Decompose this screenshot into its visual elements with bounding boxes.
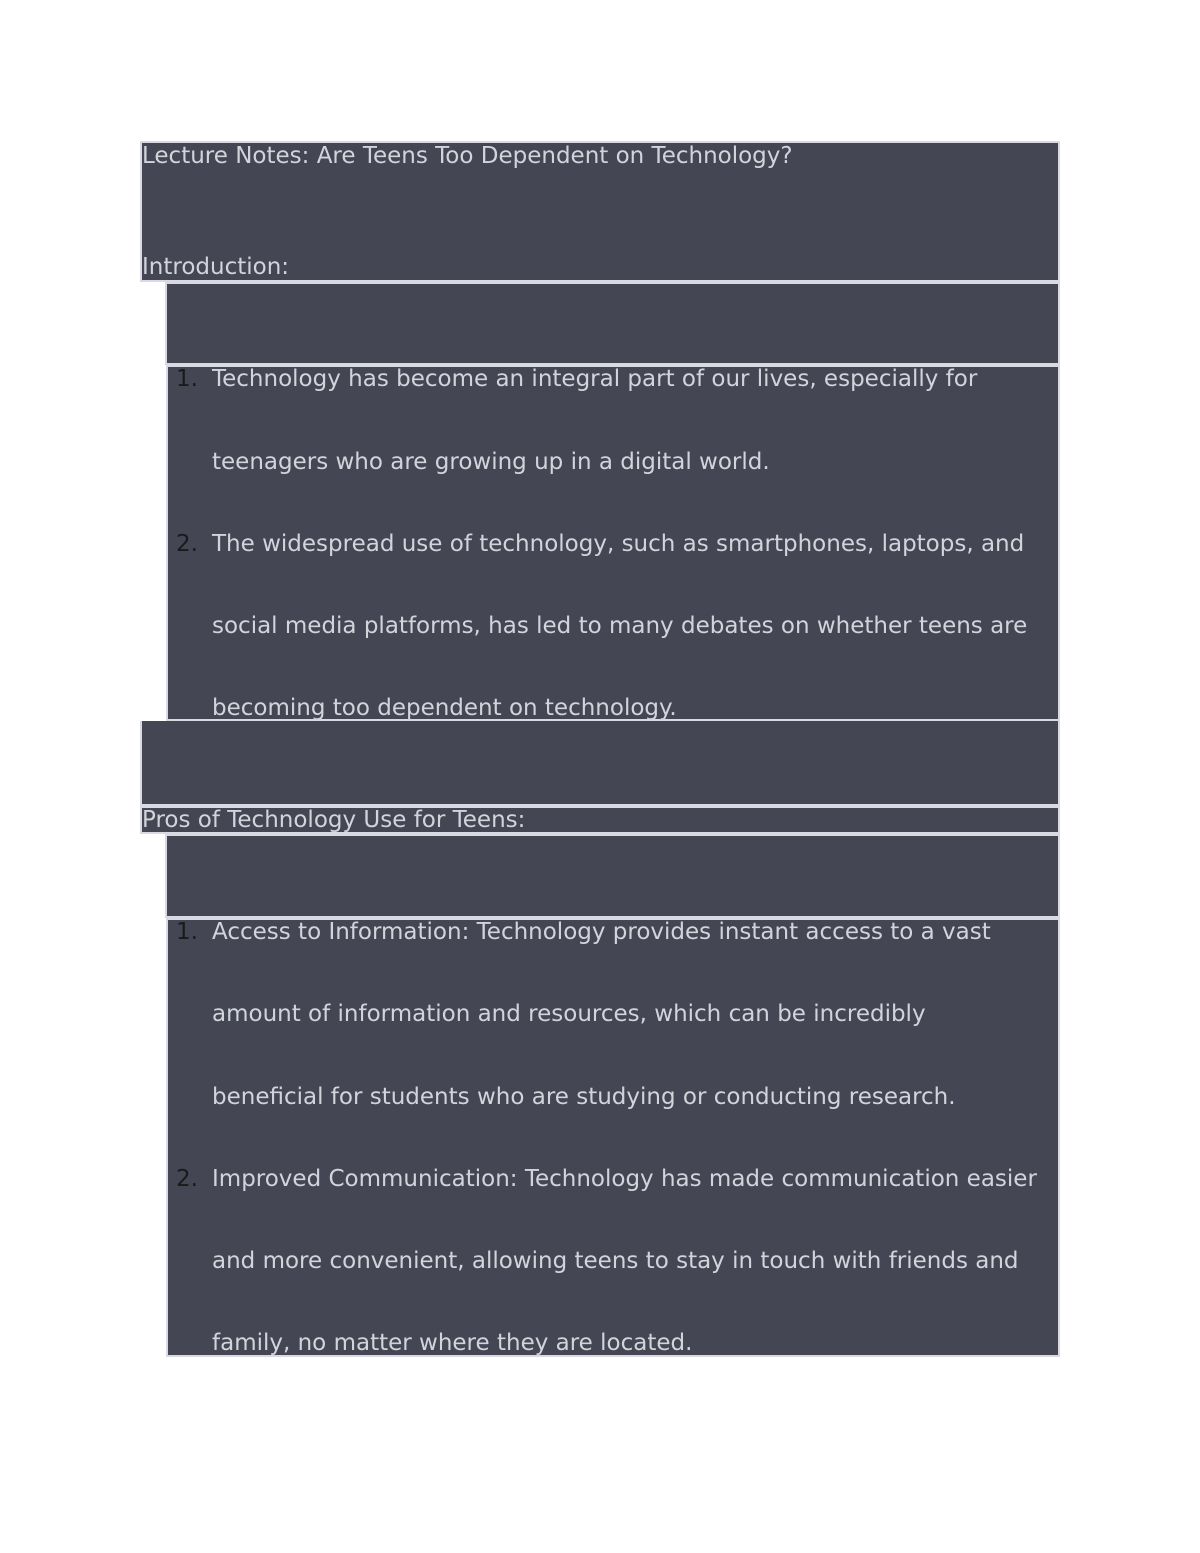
- list-item-line: Technology has become an integral part of our lives, especially for: [212, 366, 978, 392]
- list-item-line: social media platforms, has led to many debates on whether teens are: [212, 613, 1028, 639]
- spacer-block: [165, 834, 1060, 918]
- list-number: 1.: [176, 919, 198, 945]
- introduction-heading: Introduction:: [142, 254, 290, 280]
- list-item-line: Improved Communication: Technology has made communication easier: [212, 1166, 1037, 1192]
- list-item-line: amount of information and resources, which can be incredibly: [212, 1001, 926, 1027]
- pros-heading: Pros of Technology Use for Teens:: [142, 807, 526, 833]
- list-item-line: teenagers who are growing up in a digital world.: [212, 449, 770, 475]
- list-item-line: becoming too dependent on technology.: [212, 695, 677, 721]
- spacer-block: [140, 721, 1060, 806]
- spacer-block: [165, 282, 1060, 365]
- document-title: Lecture Notes: Are Teens Too Dependent on Technology?: [142, 143, 793, 169]
- list-item-line: family, no matter where they are located.: [212, 1330, 693, 1356]
- list-number: 1.: [176, 366, 198, 392]
- pros-list-block: [166, 918, 1060, 1357]
- list-item-line: The widespread use of technology, such as smartphones, laptops, and: [212, 531, 1025, 557]
- list-number: 2.: [176, 531, 198, 557]
- list-item-line: beneficial for students who are studying or conducting research.: [212, 1084, 956, 1110]
- list-item-line: and more convenient, allowing teens to stay in touch with friends and: [212, 1248, 1019, 1274]
- list-item-line: Access to Information: Technology provides instant access to a vast: [212, 919, 991, 945]
- list-number: 2.: [176, 1166, 198, 1192]
